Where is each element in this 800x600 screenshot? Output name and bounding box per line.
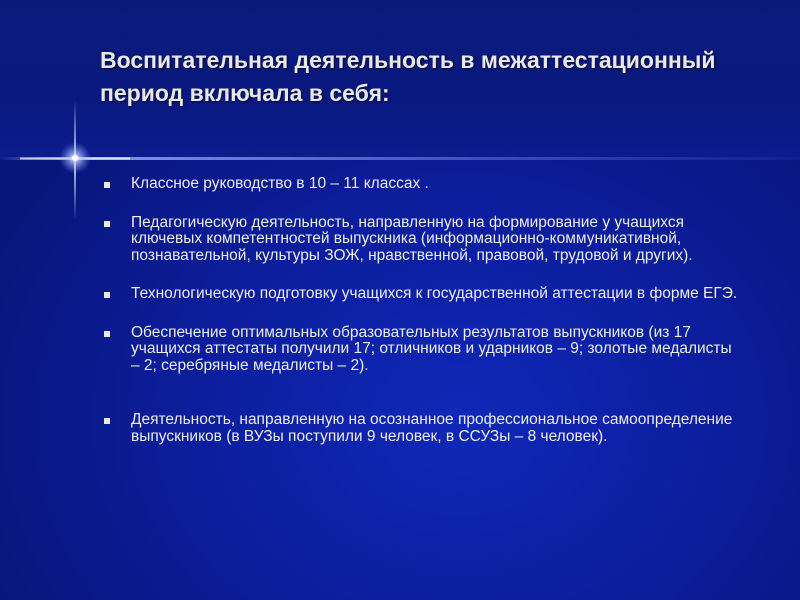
list-item bbox=[104, 215, 744, 265]
square-bullet-icon bbox=[104, 331, 110, 337]
bullet-text: Классное руководство в 10 – 11 классах . bbox=[131, 175, 429, 192]
square-bullet-icon bbox=[104, 221, 110, 227]
slide-title: Воспитательная деятельность в межаттестационный период включала в себя: bbox=[100, 47, 716, 106]
list-item bbox=[104, 325, 744, 375]
square-bullet-icon bbox=[104, 292, 110, 298]
list-item bbox=[104, 176, 744, 193]
list-item bbox=[104, 412, 744, 445]
list-item bbox=[104, 286, 744, 303]
bullet-text: Педагогическую деятельность, направленную на формирование у учащихся ключевых компетентностей выпускника (информационно-коммуникативной, познавательной, культуры ЗОЖ, нравственной, правовой, трудовой и других). bbox=[131, 213, 693, 264]
bullet-text: Технологическую подготовку учащихся к государственной аттестации в форме ЕГЭ. bbox=[131, 285, 738, 302]
bullet-list bbox=[104, 176, 744, 445]
bullet-text: Обеспечение оптимальных образовательных результатов выпускников (из 17 учащихся аттестаты получили 17; отличников и ударников – 9; золотые медалисты – 2; серебряные медалисты – 2). bbox=[131, 323, 732, 374]
square-bullet-icon bbox=[104, 182, 110, 188]
square-bullet-icon bbox=[104, 418, 110, 424]
bullet-text: Деятельность, направленную на осознанное профессиональное самоопределение выпускников (в ВУЗы поступили 9 человек, в ССУЗы – 8 человек). bbox=[131, 411, 733, 445]
